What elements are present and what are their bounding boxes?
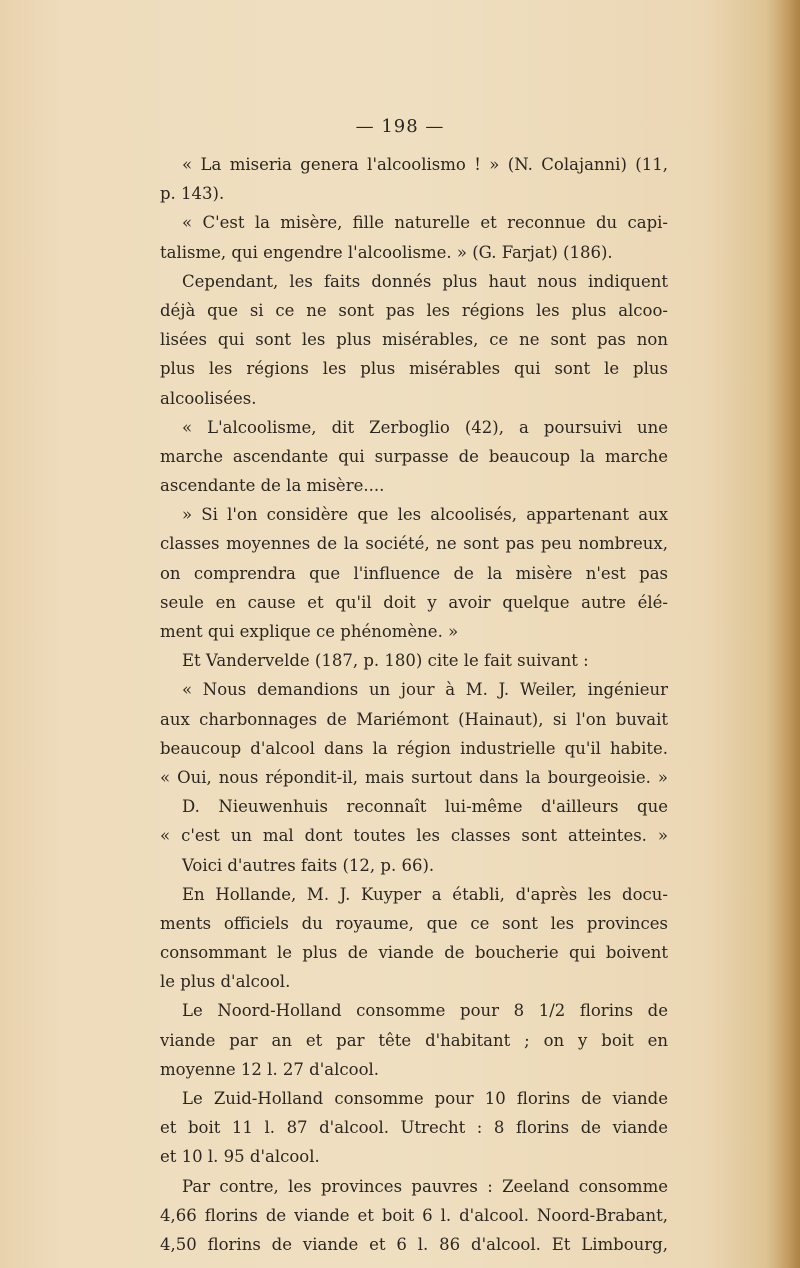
page-edge-shadow [766, 0, 800, 1268]
text-line: Par contre, les provinces pauvres : Zeeland consomme [182, 1176, 668, 1196]
text-line: le plus d'alcool. [160, 972, 291, 992]
text-line: aux charbonnages de Mariémont (Hainaut), si l'on buvait [160, 709, 668, 729]
text-line: plus les régions les plus misérables qui sont le plus [160, 359, 668, 379]
body-text [160, 150, 668, 1259]
text-line: seule en cause et qu'il doit y avoir quelque autre élé- [160, 592, 668, 612]
text-line: consommant le plus de viande de boucherie qui boivent [160, 943, 668, 963]
text-line: 4,66 florins de viande et boit 6 l. d'alcool. Noord-Brabant, [160, 1205, 668, 1225]
text-line: » Si l'on considère que les alcoolisés, appartenant aux [182, 505, 668, 525]
text-line: « Oui, nous répondit-il, mais surtout dans la bourgeoisie. » [160, 767, 668, 787]
text-line: moyenne 12 l. 27 d'alcool. [160, 1059, 380, 1079]
text-line: et boit 11 l. 87 d'alcool. Utrecht : 8 florins de viande [160, 1118, 668, 1138]
text-line: beaucoup d'alcool dans la région industrielle qu'il habite. [160, 738, 668, 758]
text-line: Et Vandervelde (187, p. 180) cite le fait suivant : [182, 651, 589, 671]
text-line: déjà que si ce ne sont pas les régions les plus alcoo- [160, 300, 668, 320]
text-line: viande par an et par tête d'habitant ; on y boit en [160, 1030, 668, 1050]
text-line: Le Zuid-Holland consomme pour 10 florins de viande [182, 1089, 668, 1108]
text-line: marche ascendante qui surpasse de beaucoup la marche [160, 446, 668, 466]
text-line: « C'est la misère, fille naturelle et reconnue du capi- [182, 213, 668, 233]
text-line: D. Nieuwenhuis reconnaît lui-même d'ailleurs que [182, 797, 668, 817]
text-line: 4,50 florins de viande et 6 l. 86 d'alcool. Et Limbourg, [160, 1234, 668, 1254]
text-line: p. 143). [160, 184, 225, 204]
text-line: classes moyennes de la société, ne sont pas peu nombreux, [160, 534, 668, 554]
text-line: et 10 l. 95 d'alcool. [160, 1147, 320, 1167]
page-number: — 198 — [355, 116, 445, 137]
text-line: lisées qui sont les plus misérables, ce ne sont pas non [160, 330, 668, 350]
text-line: ment qui explique ce phénomène. » [160, 622, 459, 641]
text-line: on comprendra que l'influence de la misère n'est pas [160, 563, 668, 583]
text-line: ments officiels du royaume, que ce sont les provinces [160, 913, 668, 933]
text-line: Cependant, les faits donnés plus haut nous indiquent [182, 271, 668, 291]
text-line: En Hollande, M. J. Kuyper a établi, d'après les docu- [182, 884, 668, 904]
text-line: « La miseria genera l'alcoolismo ! » (N. Colajanni) (11, [182, 155, 668, 174]
text-line: Le Noord-Holland consomme pour 8 1/2 florins de [182, 1001, 668, 1021]
text-line: alcoolisées. [160, 388, 257, 408]
text-line: « c'est un mal dont toutes les classes sont atteintes. » [160, 826, 668, 846]
text-line: « Nous demandions un jour à M. J. Weiler, ingénieur [182, 680, 668, 700]
text-line: talisme, qui engendre l'alcoolisme. » (G. Farjat) (186). [160, 242, 613, 262]
text-line: « L'alcoolisme, dit Zerboglio (42), a poursuivi une [182, 417, 668, 437]
text-line: Voici d'autres faits (12, p. 66). [182, 855, 435, 875]
text-line: ascendante de la misère.... [160, 476, 385, 496]
